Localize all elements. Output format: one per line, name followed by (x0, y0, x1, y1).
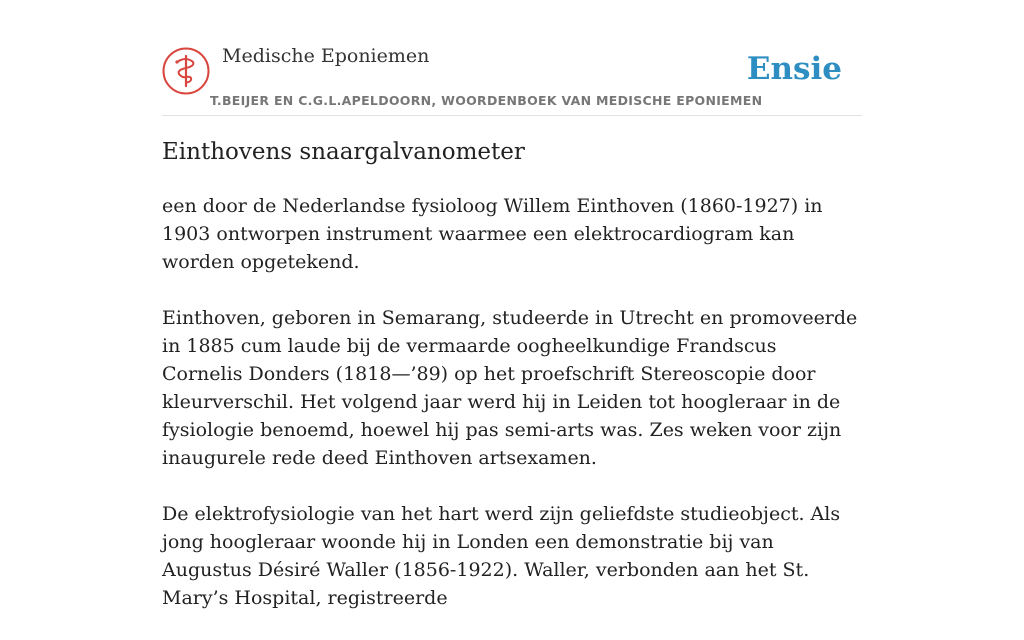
page (162, 0, 862, 609)
brand-logo-link[interactable]: Ensie (746, 51, 842, 87)
caduceus-icon[interactable] (162, 47, 210, 95)
entry-body (162, 192, 862, 640)
source-title[interactable]: Medische Eponiemen (222, 45, 430, 67)
header-divider (162, 115, 862, 116)
source-subtitle: T.BEIJER EN C.G.L.APELDOORN, WOORDENBOEK VAN MEDISCHE EPONIEMEN (210, 93, 763, 108)
paragraph: Einthoven, geboren in Semarang, studeerde in Utrecht en promoveerde in 1885 cum laude bij de vermaarde oogheelkundige Frandscus Cornelis Donders (1818—’89) op het proefschrift Stereoscopie door kleurverschil. Het volgend jaar werd hij in Leiden tot hoogleraar in de fysiologie benoemd, hoewel hij pas semi-arts was. Zes weken voor zijn inaugurele rede deed Einthoven artsexamen. (162, 307, 858, 469)
page-title: Einthovens snaargalvanometer (162, 139, 525, 165)
paragraph: De elektrofysiologie van het hart werd zijn geliefdste studieobject. Als jong hoogleraar woonde hij in Londen een demonstratie bij van Augustus Désiré Waller (1856-1922). Waller, verbonden aan het St. Mary’s Hospital, registreerde (162, 503, 841, 609)
paragraph: een door de Nederlandse fysioloog Willem Einthoven (1860-1927) in 1903 ontworpen instrument waarmee een elektrocardiogram kan worden opgetekend. (162, 195, 823, 273)
